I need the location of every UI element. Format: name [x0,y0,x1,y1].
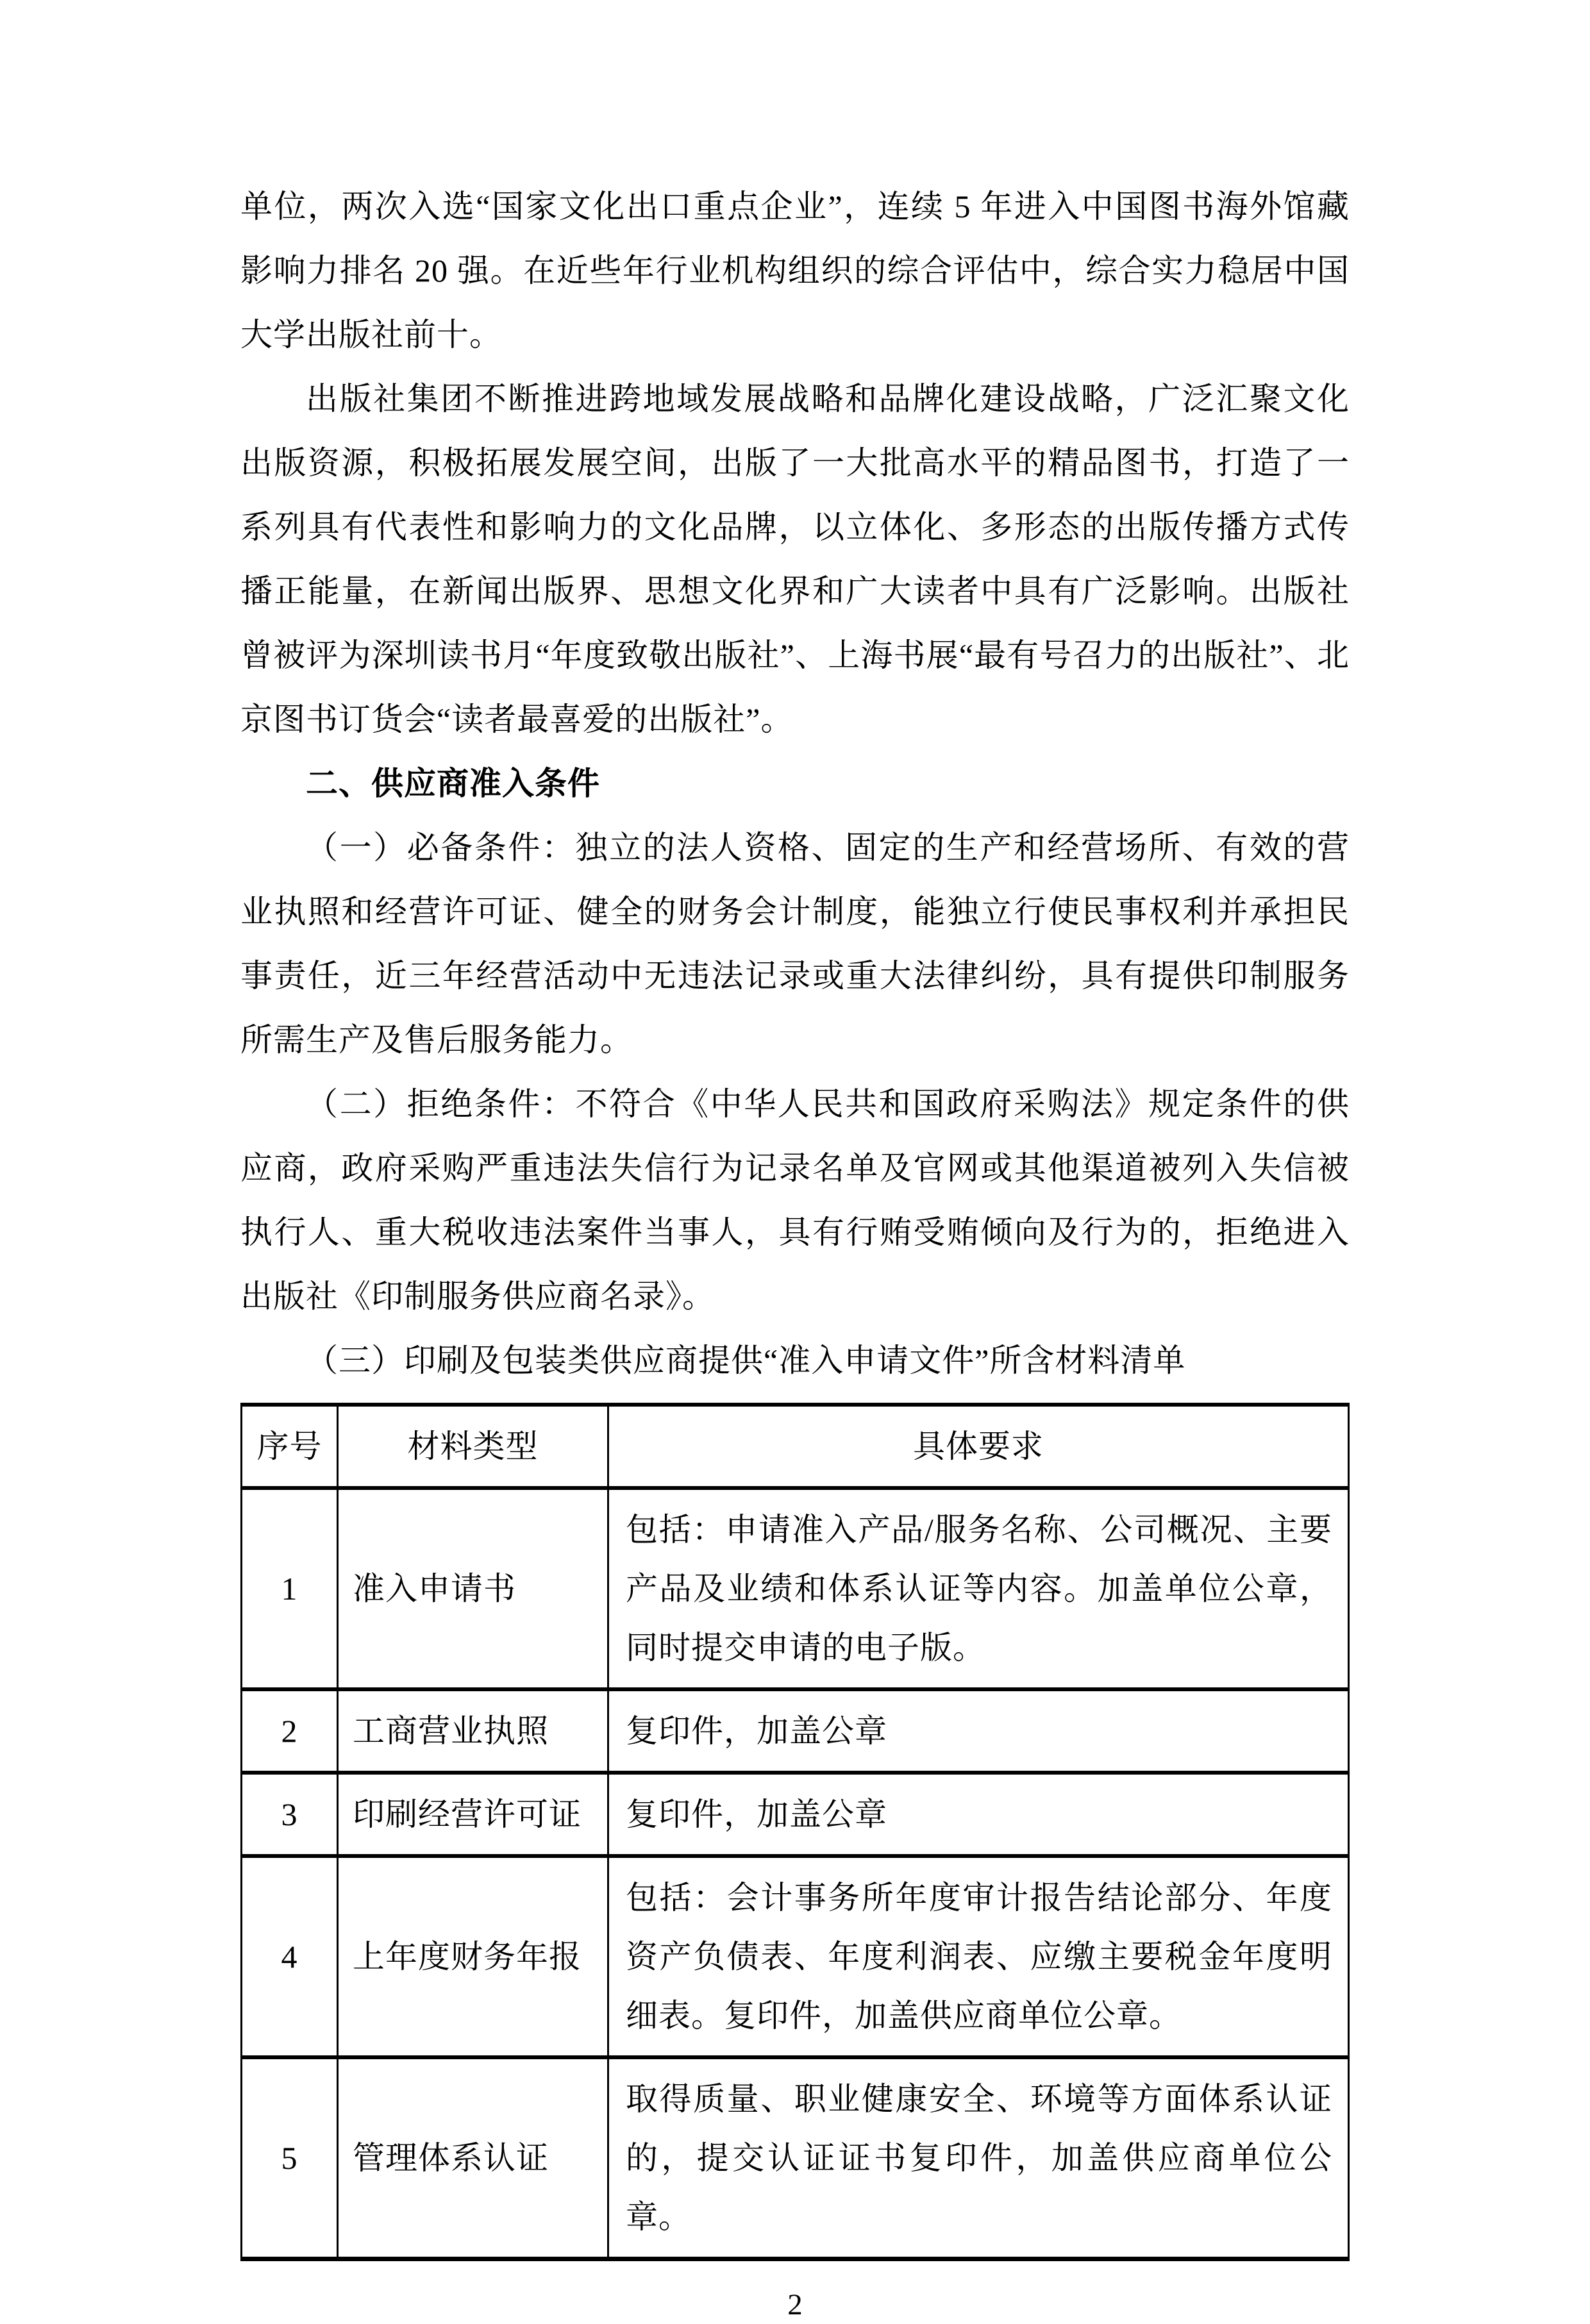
table-row [242,1689,1349,1773]
row-index: 4 [242,1856,338,2057]
material-requirement: 复印件，加盖公章 [608,1689,1349,1773]
material-requirement: 包括：会计事务所年度审计报告结论部分、年度资产负债表、年度利润表、应缴主要税金年度明细表。复印件，加盖供应商单位公章。 [608,1856,1349,2057]
body-paragraph-5: （三）印刷及包装类供应商提供“准入申请文件”所含材料清单 [306,1342,1186,1378]
materials-table [240,1403,1350,2261]
material-requirement: 复印件，加盖公章 [608,1773,1349,1856]
material-type: 管理体系认证 [338,2057,608,2259]
row-index: 3 [242,1773,338,1856]
row-index: 2 [242,1689,338,1773]
material-type: 准入申请书 [338,1488,608,1689]
material-requirement: 包括：申请准入产品/服务名称、公司概况、主要产品及业绩和体系认证等内容。加盖单位公章，同时提交申请的电子版。 [608,1488,1349,1689]
table-row [242,1773,1349,1856]
material-type: 印刷经营许可证 [338,1773,608,1856]
column-header-material-type: 材料类型 [338,1405,608,1488]
body-paragraph-2: 出版社集团不断推进跨地域发展战略和品牌化建设战略，广泛汇聚文化出版资源，积极拓展发展空间，出版了一大批高水平的精品图书，打造了一系列具有代表性和影响力的文化品牌，以立体化、多形态的出版传播方式传播正能量，在新闻出版界、思想文化界和广大读者中具有广泛影响。出版社曾被评为深圳读书月“年度致敬出版社”、上海书展“最有号召力的出版社”、北京图书订货会“读者最喜爱的出版社”。 [240,381,1350,737]
column-header-index: 序号 [242,1405,338,1488]
row-index: 5 [242,2057,338,2259]
section-heading: 二、供应商准入条件 [306,765,600,801]
table-row [242,1488,1349,1689]
material-type: 工商营业执照 [338,1689,608,1773]
page-number: 2 [787,2288,803,2321]
body-paragraph-1: 单位，两次入选“国家文化出口重点企业”，连续 5 年进入中国图书海外馆藏影响力排名 20 强。在近些年行业机构组织的综合评估中，综合实力稳居中国大学出版社前十。 [240,188,1350,353]
body-paragraph-3: （一）必备条件：独立的法人资格、固定的生产和经营场所、有效的营业执照和经营许可证、健全的财务会计制度，能独立行使民事权利并承担民事责任，近三年经营活动中无违法记录或重大法律纠纷，具有提供印制服务所需生产及售后服务能力。 [240,830,1350,1058]
row-index: 1 [242,1488,338,1689]
material-type: 上年度财务年报 [338,1856,608,2057]
table-row [242,2057,1349,2259]
material-requirement: 取得质量、职业健康安全、环境等方面体系认证的，提交认证证书复印件，加盖供应商单位公章。 [608,2057,1349,2259]
column-header-requirements: 具体要求 [608,1405,1349,1488]
body-paragraph-4: （二）拒绝条件：不符合《中华人民共和国政府采购法》规定条件的供应商，政府采购严重违法失信行为记录名单及官网或其他渠道被列入失信被执行人、重大税收违法案件当事人，具有行贿受贿倾向及行为的，拒绝进入出版社《印制服务供应商名录》。 [240,1086,1350,1314]
table-header-row [242,1405,1349,1488]
table-row [242,1856,1349,2057]
